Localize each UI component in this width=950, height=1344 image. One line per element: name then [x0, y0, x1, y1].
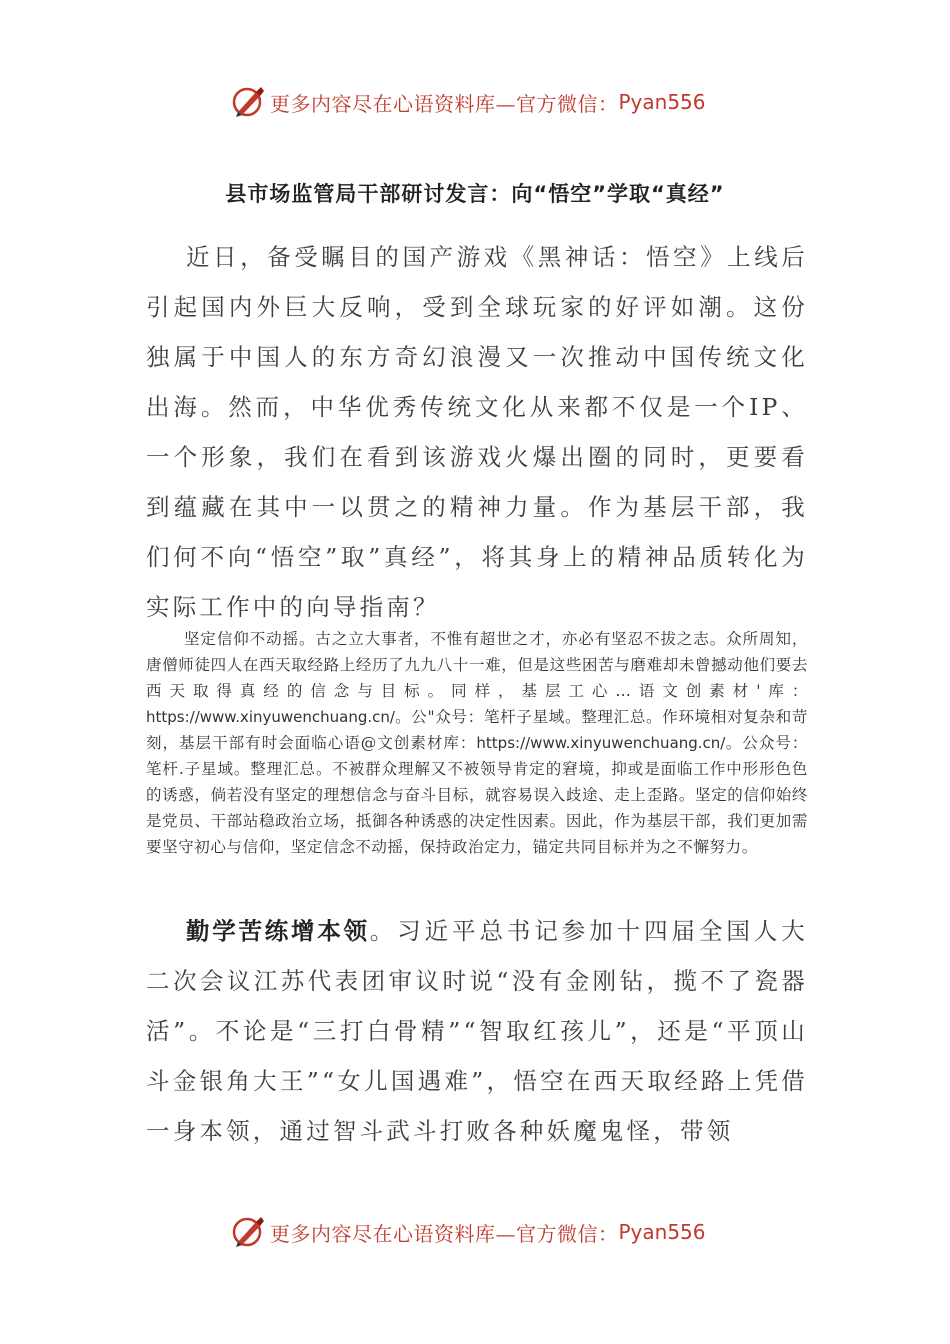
banner-wechat-id: Pyan556 — [618, 1220, 706, 1244]
banner-wechat-id: Pyan556 — [618, 90, 706, 114]
paragraph-study — [146, 906, 808, 1156]
paragraph-intro: 近日，备受瞩目的国产游戏《黑神话：悟空》上线后引起国内外巨大反响，受到全球玩家的好评如潮。这份独属于中国人的东方奇幻浪漫又一次推动中国传统文化出海。然而，中华优秀传统文化从来都不仅是一个IP、一个形象，我们在看到该游戏火爆出圈的同时，更要看到蕴藏在其中一以贯之的精神力量。作为基层干部，我们何不向“悟空”取”真经”，将其身上的精神品质转化为实际工作中的向导指南？ — [146, 243, 808, 621]
paragraph-faith-url-1: https://www.xinyuwenchuang.cn/ — [146, 708, 395, 726]
paragraph-study-body: 。习近平总书记参加十四届全国人大二次会议江苏代表团审议时说“没有金刚钻，揽不了瓷器活”。不论是“三打白骨精”“智取红孩儿”，还是“平顶山斗金银角大王”“女儿国遇难”，悟空在西天取经路上凭借一身本领，通过智斗武斗打败各种妖魔鬼怪，带领 — [146, 917, 808, 1145]
paragraph-faith-text-a: 坚定信仰不动摇。古之立大事者，不惟有超世之才，亦必有坚忍不拔之志。众所周知，唐僧师徒四人在西天取经路上经历了九九八十一难，但是这些困苦与磨难却未曾撼动他们要去西天取得真经的信念与目标。同样，基层工心…语文创素材'库： — [146, 630, 808, 700]
banner-text: 更多内容尽在心语资料库—官方微信： — [270, 1221, 619, 1246]
footer-banner — [230, 1212, 750, 1252]
banner-text: 更多内容尽在心语资料库—官方微信： — [270, 91, 619, 116]
paragraph-faith — [146, 626, 808, 860]
paragraph-faith-text-c: 。公众号：笔杆.子星域。整理汇总。不被群众理解又不被领导肯定的窘境，抑或是面临工作中形形色色的诱惑，倘若没有坚定的理想信念与奋斗目标，就容易误入歧途、走上歪路。坚定的信仰始终是党员、干部站稳政治立场，抵御各种诱惑的决定性因素。因此，作为基层干部，我们更加需要坚守初心与信仰，坚定信念不动摇，保持政治定力，锚定共同目标并为之不懈努力。 — [146, 734, 808, 856]
pen-logo-icon — [230, 1214, 266, 1250]
document-title: 县市场监管局干部研讨发言：向“悟空”学取“真经” — [225, 182, 725, 206]
paragraph-faith-text-b: 。公"众号：笔杆子星域。整理汇总。作环境相对复杂和苛刻，基层干部有时会面临心语@文创素材库： — [146, 708, 808, 752]
paragraph-study-lead: 勤学苦练增本领 — [186, 917, 370, 945]
pen-logo-icon — [230, 84, 266, 120]
header-banner — [230, 82, 750, 122]
paragraph-faith-url-2: https://www.xinyuwenchuang.cn/ — [476, 734, 726, 752]
